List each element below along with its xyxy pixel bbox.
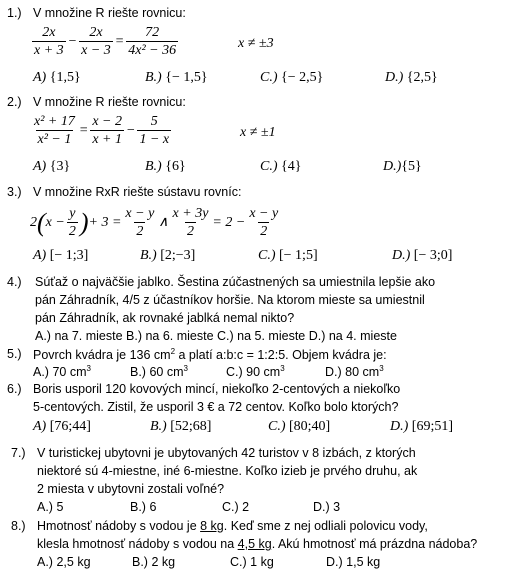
q8-option-d[interactable]: D.) 1,5 kg [326,555,381,569]
q1-condition: x ≠ ±3 [238,36,274,51]
q6-option-b[interactable]: B.) [52;68] [150,419,212,434]
q2-fraction-3: $\frac{5}{1 - x}$ [139,114,170,147]
q8-option-c[interactable]: C.) 1 kg [230,555,274,569]
q2-number: 2.) [7,95,22,109]
q1-option-a[interactable]: A) {1,5} [33,70,81,85]
q2-option-d[interactable]: D.){5} [383,159,422,174]
q1-prompt: V množine R riešte rovnicu: [33,6,186,20]
q8-line-1: Hmotnosť nádoby s vodou je 8 kg. Keď sme z nej odliali polovicu vody, [37,519,428,533]
q5-option-a[interactable]: A.) 70 $cm^3$ [33,364,91,380]
q3-inner-x: x − [45,214,65,230]
q3-fraction-2: $\frac{x - y}{2}$ [125,206,155,239]
q2-fraction-2: $\frac{x - 2}{x + 1}$ [92,114,122,147]
q7-option-d[interactable]: D.) 3 [313,500,341,514]
q5-number: 5.) [7,347,22,361]
q6-option-a[interactable]: A) [76;44] [33,419,91,434]
q4-number: 4.) [7,275,22,289]
q6-option-c[interactable]: C.) [80;40] [268,419,331,434]
q2-option-c[interactable]: C.) {4} [260,159,302,174]
q3-equation [30,205,282,240]
q7-line-2: niektoré sú 4-miestne, iné 6-miestne. Koľko izieb je prvého druhu, ak [37,464,418,478]
q7-line-1: V turistickej ubytovni je ubytovaných 42 turistov v 8 izbách, z ktorých [37,446,416,460]
q5-option-c[interactable]: C.) 90 $cm^3$ [226,364,285,380]
q2-equation [30,113,173,148]
q3-plus-three: + 3 = [88,214,122,230]
q1-fraction-3: $\frac{72}{\text{4x² − 36}}$ [128,25,177,58]
q2-equals: = [78,122,89,138]
q3-option-d[interactable]: D.) [− 3;0] [392,248,453,263]
q7-option-a[interactable]: A.) 5 [37,500,64,514]
q2-minus: − [125,122,136,138]
q2-prompt: V množine R riešte rovnicu: [33,95,186,109]
q3-equals-two-minus: = 2 − [212,214,246,230]
q7-number: 7.) [11,446,26,460]
q2-condition: x ≠ ±1 [240,125,276,140]
q7-option-b[interactable]: B.) 6 [130,500,157,514]
q3-option-a[interactable]: A) [− 1;3] [33,248,89,263]
q1-fraction-2: $\frac{2x}{x - 3}$ [81,25,111,58]
q3-fraction-3: $\frac{x + 3y}{2}$ [172,206,209,239]
q3-prompt: V množine RxR riešte sústavu rovníc: [33,185,242,199]
q8-option-a[interactable]: A.) 2,5 kg [37,555,91,569]
q6-line-1: Boris usporil 120 kovových mincí, niekoľko 2-centových a niekoľko [33,382,401,396]
q5-option-b[interactable]: B.) 60 $cm^3$ [130,364,188,380]
q6-number: 6.) [7,382,22,396]
q5-prompt: Povrch kvádra je 136 $cm^2$ a platí a:b:c = 1:2:5. Objem kvádra je: [33,347,387,363]
q2-option-a[interactable]: A) {3} [33,159,71,174]
q8-number: 8.) [11,519,26,533]
q6-option-d[interactable]: D.) [69;51] [390,419,453,434]
q3-right-paren: ) [79,207,89,237]
q4-options[interactable]: A.) na 7. mieste B.) na 6. mieste C.) na 5. mieste D.) na 4. mieste [35,329,397,343]
q3-and-symbol: ∧ [158,215,169,230]
q1-equation [30,24,180,59]
q6-line-2: 5-centových. Zistil, že usporil 3 € a 72 centov. Koľko bolo ktorých? [33,400,399,414]
q1-option-d[interactable]: D.) {2,5} [385,70,438,85]
q1-equals: = [114,33,125,49]
q3-number: 3.) [7,185,22,199]
q7-line-3: 2 miesta v ubytovni zostali voľné? [37,482,225,496]
q2-option-b[interactable]: B.) {6} [145,159,186,174]
q3-option-b[interactable]: B.) [2;−3] [140,248,196,263]
q1-option-b[interactable]: B.) {− 1,5} [145,70,208,85]
q7-option-c[interactable]: C.) 2 [222,500,250,514]
q1-option-c[interactable]: C.) {− 2,5} [260,70,324,85]
q5-option-d[interactable]: D.) 80 $cm^3$ [325,364,384,380]
q3-coefficient: 2 [30,214,37,230]
q4-line-2: pán Záhradník, 4/5 z účastníkov horšie. Na ktorom mieste sa umiestnil [35,293,425,307]
q1-number: 1.) [7,6,22,20]
q4-line-3: pán Záhradník, ak rovnaké jablká nemal nikto? [35,311,295,325]
q8-line-2: klesla hmotnosť nádoby s vodou na 4,5 kg. Akú hmotnosť má prázdna nádoba? [37,537,478,551]
q3-left-paren: ( [37,207,46,237]
q2-fraction-1: $\frac{\text{x² + 17}}{\text{x² − 1}}$ [34,114,75,147]
q1-minus: − [67,33,78,49]
q4-line-1: Súťaž o najväčšie jablko. Šestina zúčastnených sa umiestnila lepšie ako [35,275,436,289]
q3-fraction-4: $\frac{x - y}{2}$ [249,206,279,239]
q8-option-b[interactable]: B.) 2 kg [132,555,176,569]
q3-option-c[interactable]: C.) [− 1;5] [258,248,318,263]
q3-fraction-1: $\frac{y}{2}$ [68,206,76,239]
q1-fraction-1: $\frac{2x}{x + 3}$ [34,25,64,58]
